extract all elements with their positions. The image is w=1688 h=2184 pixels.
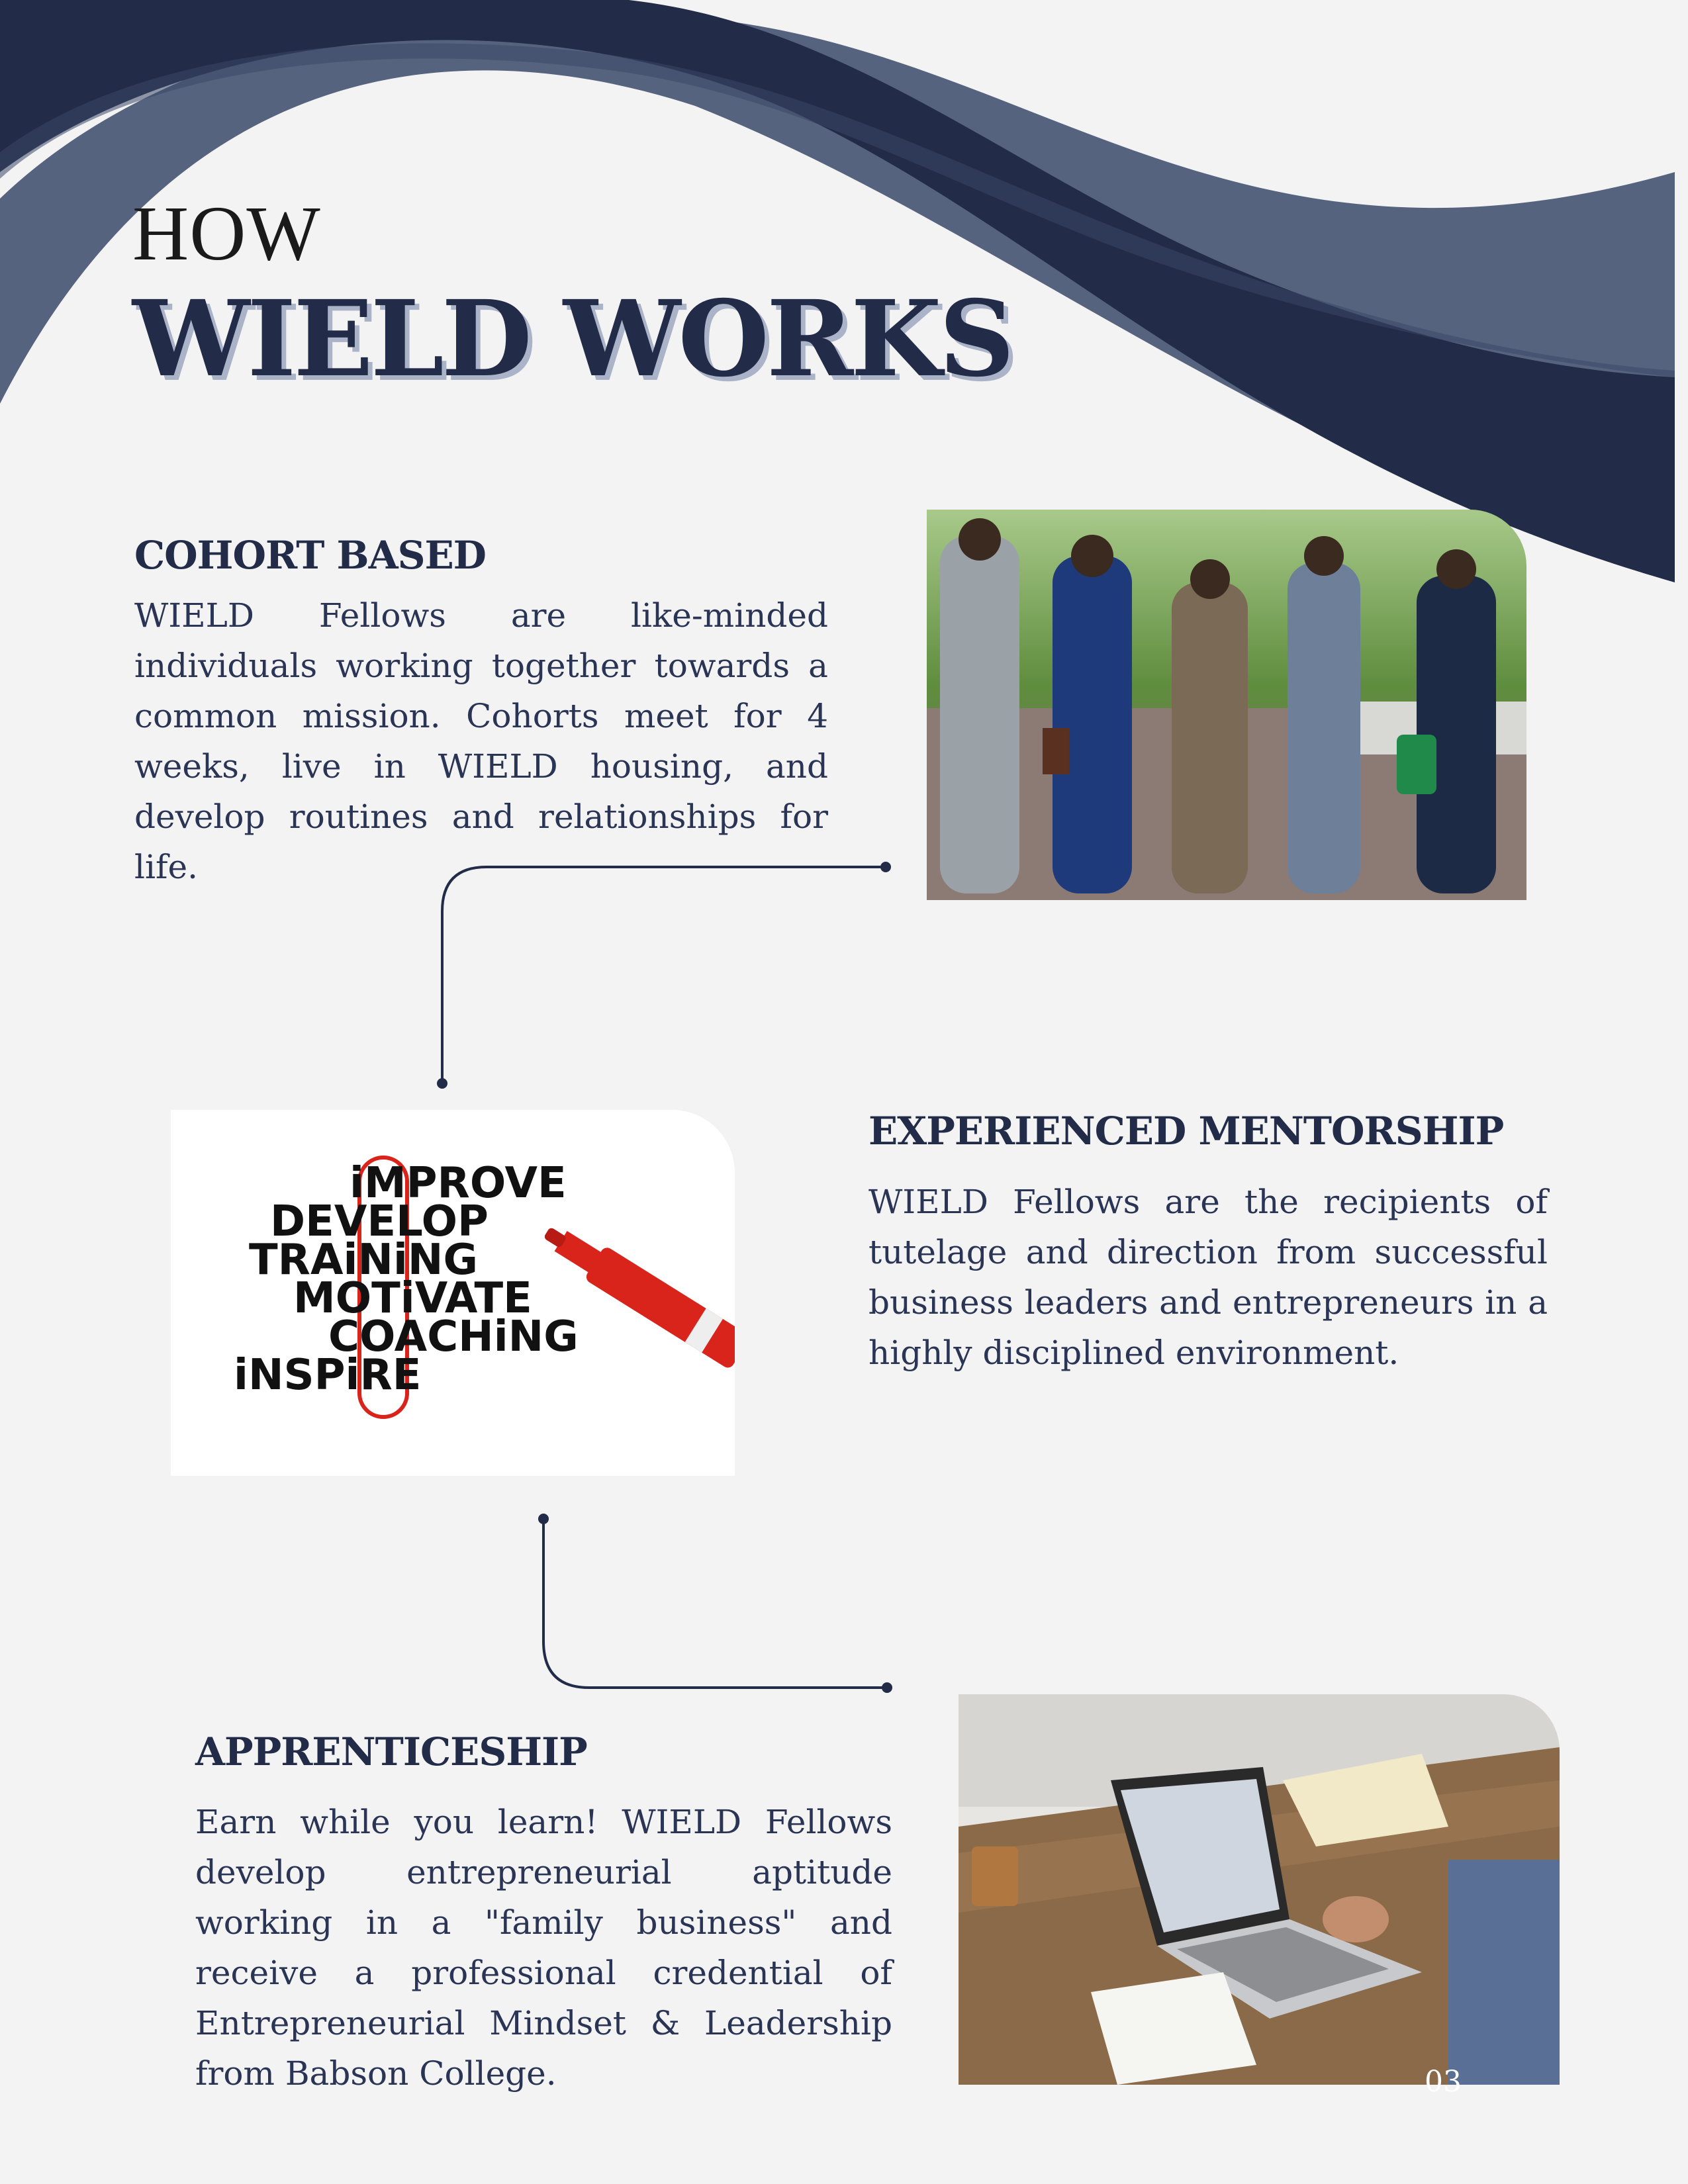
apprenticeship-photo [959,1694,1560,2085]
page-number: 03 [1425,2065,1462,2099]
section-body-mentorship: WIELD Fellows are the recipients of tutelage and direction from successful business leaders and entrepreneurs in a highly disciplined environment. [868,1183,1548,1372]
title-how: HOW [132,190,321,277]
section-title-apprenticeship: APPRENTICESHIP [195,1729,587,1774]
section-body-apprenticeship: Earn while you learn! WIELD Fellows develop entrepreneurial aptitude working in a "family business" and receive a professional credential of Entrepreneurial Mindset & Leadership from Babson College. [195,1803,892,2093]
mentor-word: MOTiVATE [293,1274,532,1323]
section-title-mentorship: EXPERIENCED MENTORSHIP [868,1109,1504,1154]
section-title-cohort: COHORT BASED [134,533,486,578]
section-body-cohort: WIELD Fellows are like-minded individuals working together towards a common mission. Cohorts meet for 4 weeks, live in WIELD housing, and develop routines and relationships for life. [134,596,828,886]
mentor-word: iNSPiRE [234,1351,422,1400]
mentor-word: COACHiNG [328,1312,579,1361]
mentor-word: DEVELOP [270,1197,489,1246]
mentor-word-graphic [171,1110,735,1476]
title-wield-works: WIELD WORKS [132,278,1012,400]
mentor-word: TRAiNiNG [249,1236,478,1285]
mentor-word: iMPROVE [350,1159,567,1208]
